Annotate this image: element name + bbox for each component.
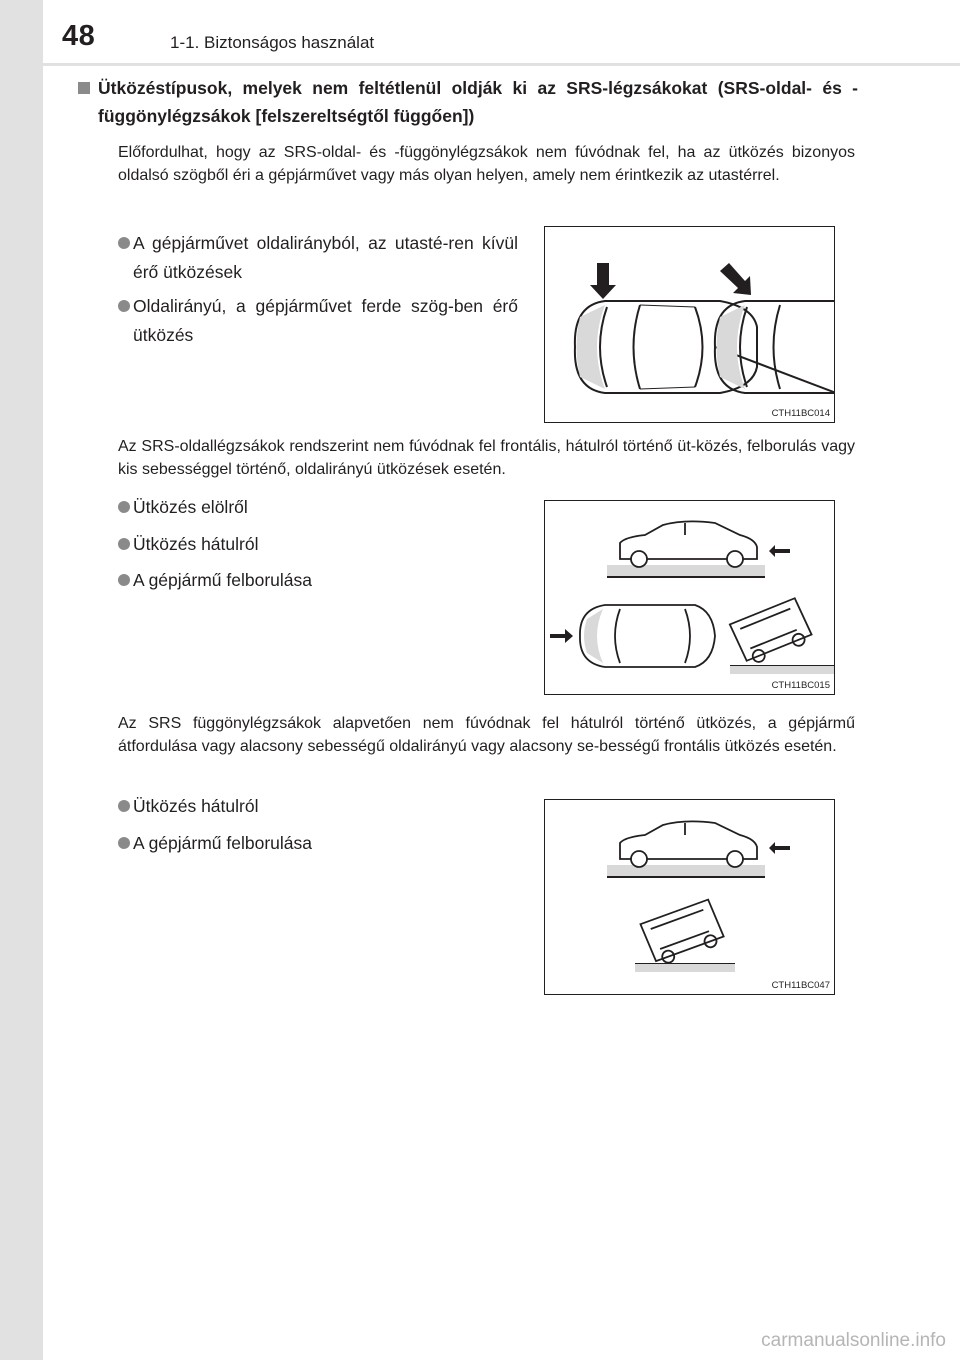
- paragraph-side-airbags: Az SRS-oldallégzsákok rendszerint nem fúvódnak fel frontális, hátulról történő üt-közés, felborulás vagy kis sebességgel történő, oldalirányú ütközések esetén.: [118, 438, 855, 478]
- watermark: carmanualsonline.info: [761, 1330, 946, 1351]
- section-heading-text: Ütközéstípusok, melyek nem feltétlenül oldják ki az SRS-légzsákokat (SRS-oldal- és -függönylégzsákok [felszereltségtől függően]): [98, 78, 858, 126]
- side-margin-bar: [0, 0, 43, 1360]
- circle-bullet-icon: [118, 237, 130, 249]
- bullet-text: A gépjárművet oldalirányból, az utasté-ren kívül érő ütközések: [133, 233, 518, 282]
- figure-rear-rollover: [544, 799, 835, 995]
- intro-paragraph: Előfordulhat, hogy az SRS-oldal- és -függönylégzsákok nem fúvódnak fel, ha az ütközés bizonyos oldalsó szögből éri a gépjárművet vagy más olyan helyen, amely nem érintkezik az utastérrel.: [118, 144, 855, 184]
- figure-code: CTH11BC015: [771, 680, 830, 691]
- bullet-text: Oldalirányú, a gépjárművet ferde szög-ben érő ütközés: [133, 296, 518, 345]
- bullet-item: [118, 229, 518, 287]
- bullet-item: [118, 829, 498, 858]
- square-bullet-icon: [78, 82, 90, 94]
- bullet-text: Ütközés hátulról: [133, 796, 259, 816]
- figure-code: CTH11BC014: [771, 408, 830, 419]
- side-impact-illustration: [545, 227, 835, 423]
- header-rule: [43, 63, 960, 66]
- page-number: 48: [62, 20, 96, 52]
- bullet-item: [118, 292, 518, 350]
- circle-bullet-icon: [118, 800, 130, 812]
- section-heading: [98, 74, 858, 130]
- bullet-text: Ütközés elölről: [133, 497, 248, 517]
- front-rear-rollover-illustration: [545, 501, 835, 695]
- rear-rollover-illustration: [545, 800, 835, 995]
- bullet-item: [118, 493, 498, 522]
- circle-bullet-icon: [118, 574, 130, 586]
- bullet-text: Ütközés hátulról: [133, 534, 259, 554]
- bullet-text: A gépjármű felborulása: [133, 833, 312, 853]
- paragraph-curtain-airbags: Az SRS függönylégzsákok alapvetően nem fúvódnak fel hátulról történő ütközés, a gépjármű átfordulása vagy alacsony sebességű oldalirányú vagy alacsony se-bességű frontális ütközés esetén.: [118, 715, 855, 755]
- chapter-title: 1-1. Biztonságos használat: [170, 33, 375, 52]
- figure-code: CTH11BC047: [771, 980, 830, 991]
- figure-front-rear-rollover: [544, 500, 835, 695]
- bullet-item: [118, 792, 498, 821]
- figure-side-impact: [544, 226, 835, 423]
- bullet-item: [118, 566, 498, 595]
- bullet-text: A gépjármű felborulása: [133, 570, 312, 590]
- circle-bullet-icon: [118, 501, 130, 513]
- circle-bullet-icon: [118, 837, 130, 849]
- circle-bullet-icon: [118, 300, 130, 312]
- circle-bullet-icon: [118, 538, 130, 550]
- bullet-item: [118, 530, 498, 559]
